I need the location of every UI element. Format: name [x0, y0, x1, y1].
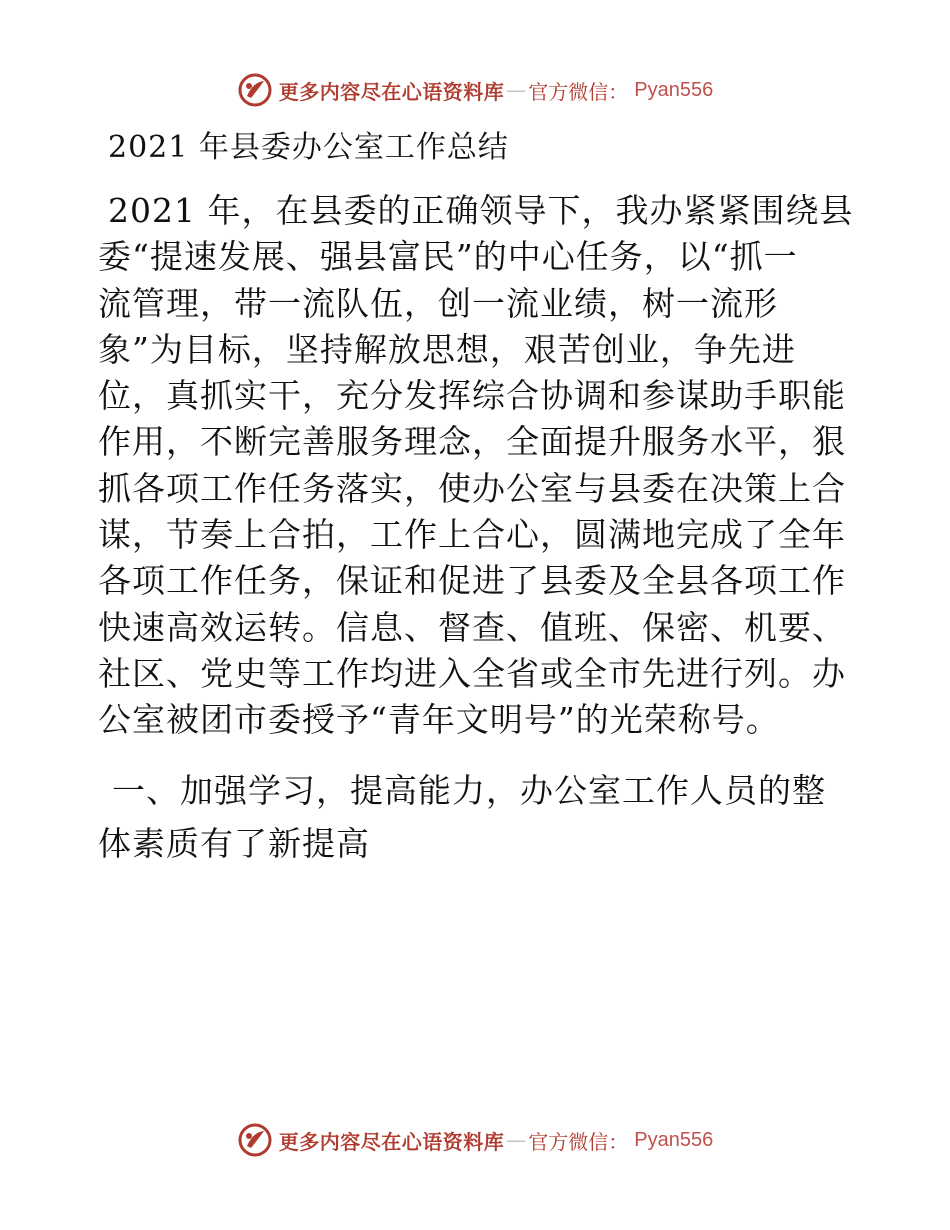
watermark-text: 更多内容尽在心语资料库 — [278, 79, 505, 104]
watermark-official: 官方微信： — [528, 79, 629, 104]
paragraph-line: 象”为目标，坚持解放思想，艰苦创业，争先进 — [98, 329, 796, 369]
paragraph-line: 快速高效运转。信息、督查、值班、保密、机要、 — [98, 607, 846, 647]
heading-line: 体素质有了新提高 — [98, 823, 370, 863]
paragraph-line: 作用，不断完善服务理念，全面提升服务水平，狠 — [98, 422, 846, 462]
watermark-text: 更多内容尽在心语资料库 — [278, 1129, 505, 1154]
watermark-official: 官方微信： — [528, 1129, 629, 1154]
paragraph-line: 各项工作任务，保证和促进了县委及全县各项工作 — [98, 561, 846, 601]
section-heading-1 — [98, 764, 858, 870]
paragraph-line: 委“提速发展、强县富民”的中心任务，以“抓一 — [98, 237, 798, 277]
paragraph-line: 公室被团市委授予“青年文明号”的光荣称号。 — [98, 700, 780, 740]
paragraph-line: 2021 年，在县委的正确领导下，我办紧紧围绕县 — [108, 191, 854, 230]
watermark-banner-top — [0, 68, 950, 112]
watermark-banner-bottom — [0, 1118, 950, 1162]
document-body — [98, 118, 858, 870]
heading-line: 一、加强学习，提高能力，办公室工作人员的整 — [112, 770, 826, 810]
watermark-id: Pyan556 — [634, 1128, 714, 1151]
watermark-id: Pyan556 — [634, 78, 714, 101]
watermark-separator: — — [506, 78, 527, 102]
watermark-separator: — — [506, 1128, 527, 1152]
document-title: 2021 年县委办公室工作总结 — [108, 130, 509, 165]
paragraph-line: 流管理，带一流队伍，创一流业绩，树一流形 — [98, 283, 778, 323]
logo-icon — [237, 1122, 273, 1158]
logo-icon — [237, 72, 273, 108]
intro-paragraph — [98, 188, 858, 744]
paragraph-line: 位，真抓实干，充分发挥综合协调和参谋助手职能 — [98, 376, 846, 416]
paragraph-line: 社区、党史等工作均进入全省或全市先进行列。办 — [98, 653, 846, 693]
paragraph-line: 谋，节奏上合拍，工作上合心，圆满地完成了全年 — [98, 515, 846, 555]
paragraph-line: 抓各项工作任务落实，使办公室与县委在决策上合 — [98, 468, 846, 508]
